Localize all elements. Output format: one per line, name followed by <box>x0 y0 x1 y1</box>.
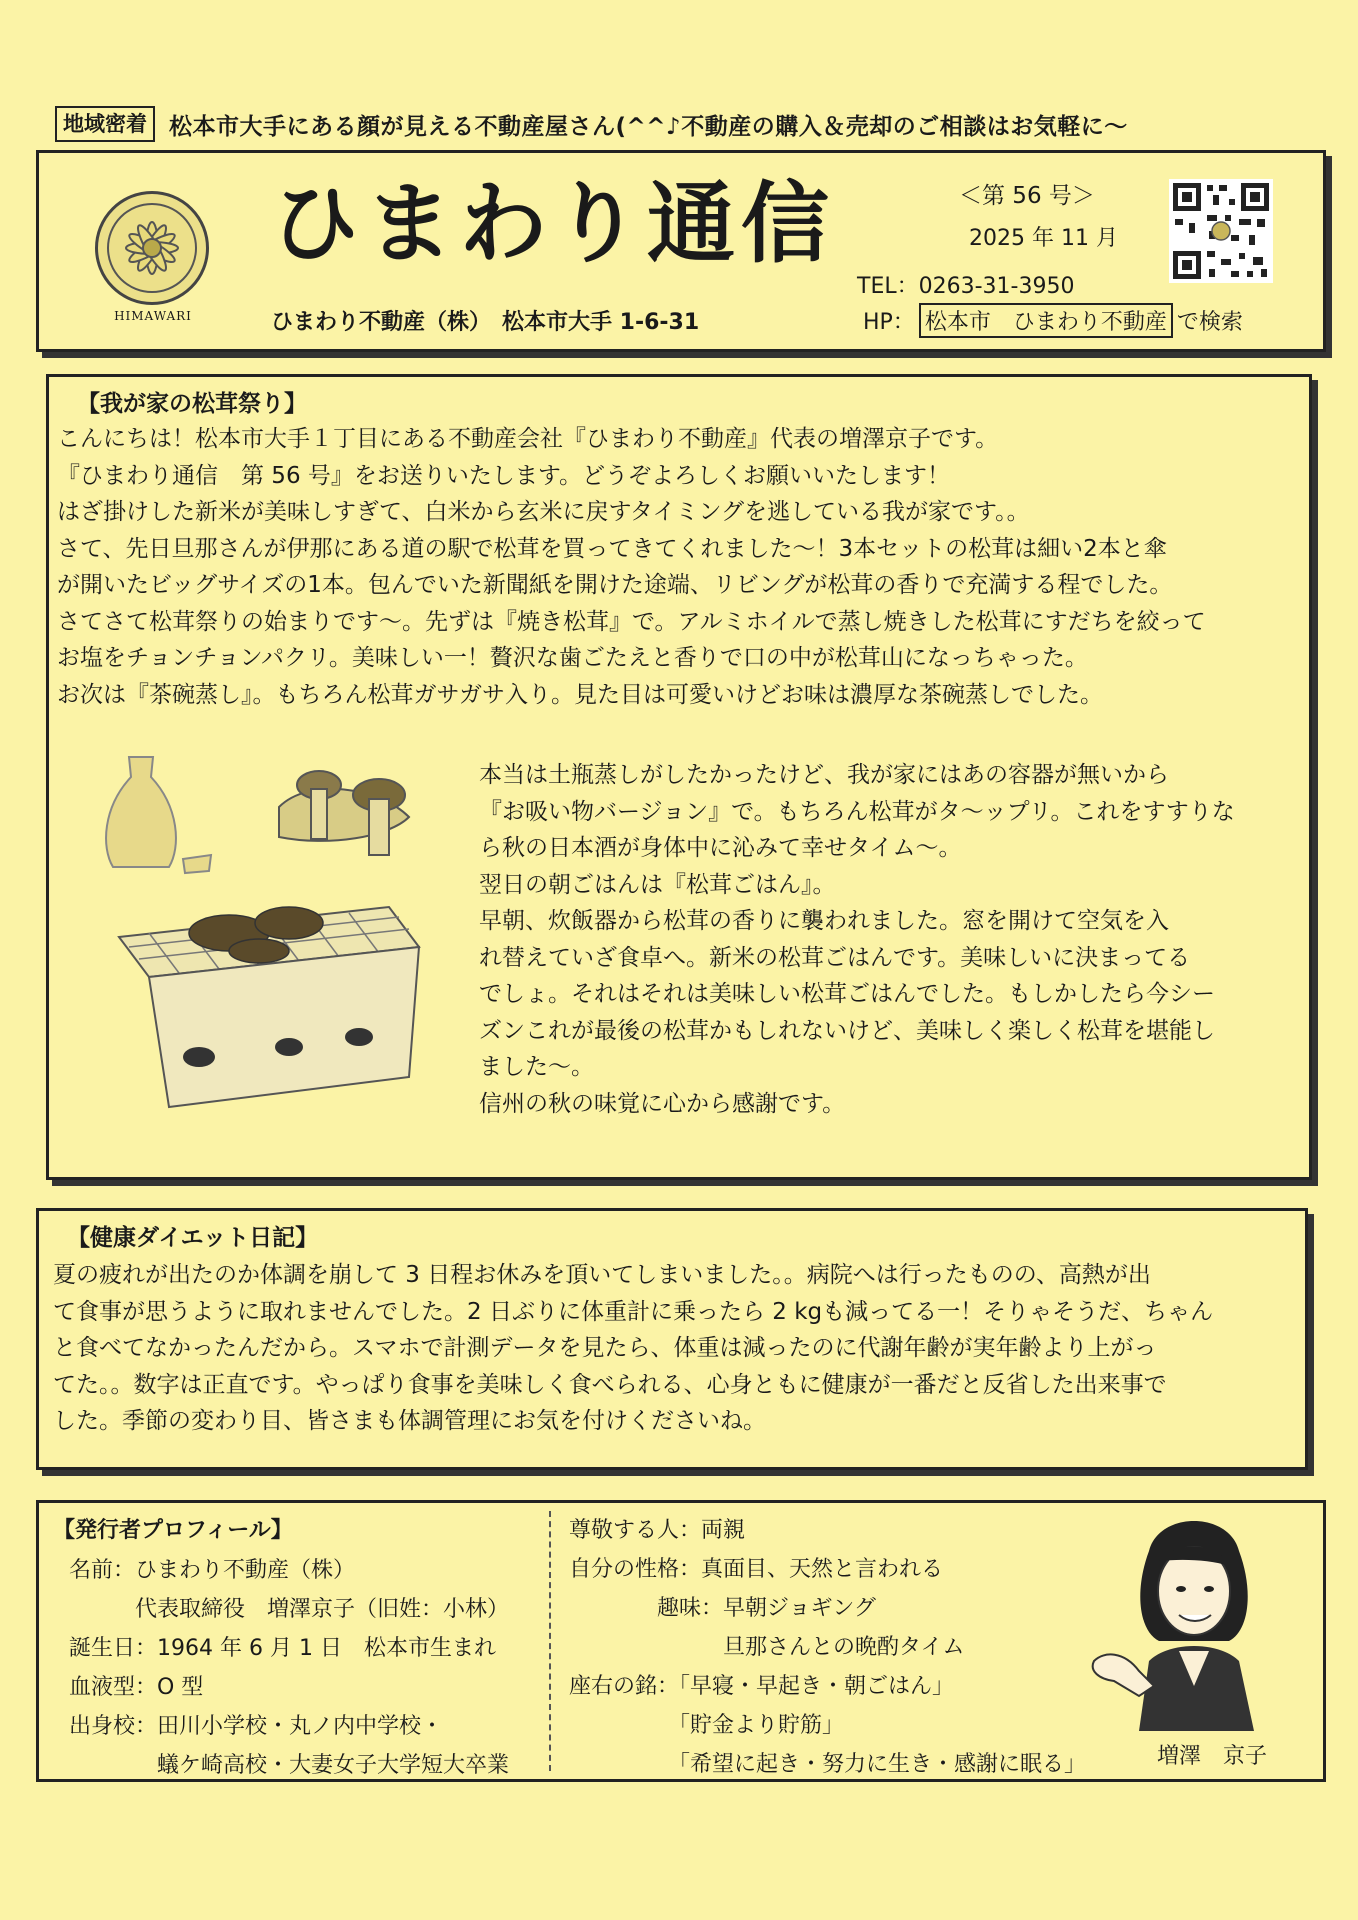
article-line: した。季節の変わり目、皆さまも体調管理にお気を付けくださいね。 <box>53 1408 766 1434</box>
article-line: ら秋の日本酒が身体中に沁みて幸せタイム～。 <box>479 835 962 861</box>
article-line: が開いたビッグサイズの1本。包んでいた新聞紙を開けた途端、リビングが松茸の香りで充満する程でした。 <box>57 572 1173 598</box>
article-title: 【健康ダイエット日記】 <box>67 1225 319 1251</box>
tagline <box>55 105 1305 143</box>
article-line: 信州の秋の味覚に心から感謝です。 <box>479 1090 846 1117</box>
author-portrait-icon <box>1079 1511 1279 1731</box>
article-line: 『ひまわり通信 第 56 号』をお送りいたします。どうぞよろしくお願いいたします！ <box>57 462 951 489</box>
article-line: こんにちは！松本市大手１丁目にある不動産会社『ひまわり不動産』代表の増澤京子です。 <box>57 426 999 452</box>
article-matsutake <box>46 374 1312 1180</box>
tagline-text: 松本市大手にある顔が見える不動産屋さん(^^♪不動産の購入＆売却のご相談はお気軽に～ <box>169 113 1128 140</box>
profile-line: 座右の銘：「早寝・早起き・朝ごはん」 <box>569 1674 955 1699</box>
publisher-profile <box>36 1500 1326 1782</box>
profile-right <box>569 1511 1086 1784</box>
profile-line: 誕生日：1964 年 6 月 1 日 松本市生まれ <box>69 1636 496 1661</box>
article-line: 夏の疲れが出たのか体調を崩して 3 日程お休みを頂いてしまいました。。病院へは行ったものの、高熱が出 <box>53 1262 1151 1288</box>
profile-line: 尊敬する人：両親 <box>569 1518 746 1543</box>
article-line: さてさて松茸祭りの始まりです～。先ずは『焼き松茸』で。アルミホイルで蒸し焼きした松茸にすだちを絞って <box>57 608 1206 635</box>
hp-label: HP： <box>863 310 915 335</box>
article-body <box>57 421 1206 713</box>
issue-number: ＜第 56 号＞ <box>959 183 1095 209</box>
profile-line: 蟻ケ崎高校・大妻女子大学短大卒業 <box>69 1753 510 1778</box>
article-title: 【我が家の松茸祭り】 <box>77 391 307 417</box>
article-line: お次は『茶碗蒸し』。もちろん松茸ガサガサ入り。見た目は可愛いけどお味は濃厚な茶碗蒸しでした。 <box>57 681 1104 708</box>
hp-search-terms: 松本市 ひまわり不動産 <box>919 303 1173 338</box>
article-line: お塩をチョンチョンパクリ。美味しい一！贅沢な歯ごたえと香りで口の中が松茸山になっちゃった。 <box>57 645 1088 671</box>
profile-line: 旦那さんとの晩酌タイム <box>569 1635 965 1660</box>
article-body <box>53 1257 1213 1440</box>
profile-divider <box>549 1511 551 1771</box>
company-address: ひまわり不動産（株） 松本市大手 1-6-31 <box>271 310 700 335</box>
issue-date: 2025 年 11 月 <box>969 226 1118 251</box>
article-line: と食べてなかったんだから。スマホで計測データを見たら、体重は減ったのに代謝年齢が実年齢より上がっ <box>53 1335 1157 1361</box>
profile-line: 「貯金より貯筋」 <box>569 1713 845 1738</box>
profile-line: 血液型：O 型 <box>69 1675 204 1700</box>
newsletter-title: ひまわり通信 <box>271 172 836 275</box>
profile-line: 名前：ひまわり不動産（株） <box>69 1558 356 1583</box>
profile-left <box>69 1551 509 1785</box>
article-body-right <box>479 757 1235 1122</box>
article-line: さて、先日旦那さんが伊那にある道の駅で松茸を買ってきてくれました～！3本セットの松茸は細い2本と傘 <box>57 535 1167 562</box>
profile-line: 趣味：早朝ジョギング <box>569 1596 876 1621</box>
article-line: ズンこれが最後の松茸かもしれないけど、美味しく楽しく松茸を堪能し <box>479 1017 1215 1044</box>
article-line: てた。。数字は正直です。やっぱり食事を美味しく食べられる、心身ともに健康が一番だと反省した出来事で <box>53 1371 1167 1398</box>
sunflower-logo-icon <box>95 191 209 305</box>
article-line: て食事が思うように取れませんでした。2 日ぶりに体重計に乗ったら 2 kgも減ってる一！そりゃそうだ、ちゃん <box>53 1298 1214 1325</box>
profile-line: 出身校：田川小学校・丸ノ内中学校・ <box>69 1714 444 1739</box>
article-line: 早朝、炊飯器から松茸の香りに襲われました。窓を開けて空気を入 <box>479 908 1169 934</box>
article-line: でしょ。それはそれは美味しい松茸ごはんでした。もしかしたら今シー <box>479 981 1215 1007</box>
telephone: TEL：0263-31-3950 <box>857 274 1075 299</box>
qr-code-icon <box>1169 179 1273 283</box>
article-line: ました～。 <box>479 1054 594 1080</box>
tagline-badge: 地域密着 <box>55 106 155 142</box>
author-signature: 増澤 京子 <box>1157 1744 1268 1769</box>
profile-line: 「希望に起き・努力に生き・感謝に眠る」 <box>569 1752 1087 1777</box>
homepage-search <box>863 303 1243 338</box>
article-diet-diary <box>36 1208 1308 1470</box>
hp-suffix: で検索 <box>1176 310 1243 335</box>
logo-wordmark: HIMAWARI <box>114 309 192 323</box>
profile-title: 【発行者プロフィール】 <box>53 1518 293 1543</box>
article-line: はざ掛けした新米が美味しすぎて、白米から玄米に戻すタイミングを逃している我が家です。。 <box>57 499 1030 525</box>
masthead <box>36 150 1326 352</box>
profile-line: 代表取締役 増澤京子（旧姓：小林） <box>69 1597 510 1622</box>
article-line: 『お吸い物バージョン』で。もちろん松茸がタ～ップリ。これをすすりな <box>479 798 1235 825</box>
article-line: 本当は土瓶蒸しがしたかったけど、我が家にはあの容器が無いから <box>479 762 1169 788</box>
article-line: れ替えていざ食卓へ。新米の松茸ごはんです。美味しいに決まってる <box>479 944 1191 971</box>
matsutake-illustration <box>89 737 469 1137</box>
profile-line: 自分の性格：真面目、天然と言われる <box>569 1557 944 1582</box>
article-line: 翌日の朝ごはんは『松茸ごはん』。 <box>479 871 836 898</box>
